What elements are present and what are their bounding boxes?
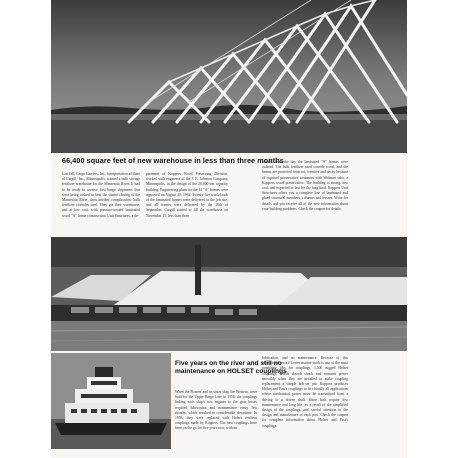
article-body-column: When the Pioneer and its sister ship, the Western, were built for the Upper Barge Line in 1958, the couplings linking each ship's two engines to the gear boxes required lubrication and maintenance every few months, which resulted in considerable downtime. In 1958, they were replaced with Holset resilient couplings made by Koppers. The new couplings have been on the go for five years now, with no xyxy=(175,390,257,431)
article-body-column: months from the day the laminated "A" frames were ordered. The bulk fertilizer used corrode wood, and the beams are protected from rot, termites and decay because of cuprinol preservative treatment with Wolman salts, a Koppers wood preservative. The building is strong, low cost, and expected to last for the long haul. Koppers Unit Structures offers you a complete line of laminated and glued structural members, columns and trusses. Write for details and you receive all of the new information about your building problems. Check the coupon for details. xyxy=(262,160,348,211)
article-body-column: lubrication, and no maintenance. Because of this exceptional record Lower marine work is one of the most punishing jobs for couplings, 1,500 rugged Holset couplings, which absorb shock and transmit power smoothly when they are installed to make coupling replacement a simple bolt-on job. Koppers produces Holset and Fast's couplings to fit virtually all applications where mechanical power must be transmitted from a driving to a driven shaft. Since both require low maintenance and long life, as a result of the simplified design of the couplings, and careful attention to the design and manufacture of each part. Check the coupon for complete information about Holset and Fast's couplings. xyxy=(262,356,348,428)
completed-warehouse-photo xyxy=(51,237,407,351)
article-headline-couplings: Five years on the river and still no maintenance on HOLSET couplings xyxy=(175,360,287,376)
article-headline-warehouse: 66,400 square feet of new warehouse in less than three months xyxy=(62,156,284,165)
towboat-photo xyxy=(51,353,171,449)
article-body-column: Last fall, Cargo Carriers, Inc., transportation affiliate of Cargill, Inc., Minneapolis, wanted a bulk storage fertilizer warehouse for the Minnesota River. It had to be ready to receive first barge shipments that were being rushed to beat the winter closing of the Minnesota River, then another complication: bulk fertilizer corrodes steel. They got their warehouse, and at low cost, with pressure-treated laminated wood "A" frame construction. Unit Structures, a de- xyxy=(62,172,140,218)
warehouse-frame-photo xyxy=(51,0,407,153)
article-body-column: partment of Koppers Wood Preserving Division, worked with engineers of the J. E. Johnson Company, Minneapolis, in the design of the 20,000-ton capacity building. Engineering plans for the 41 "A" frames were approved on August 20, 1962. Twenty-five truck-loads of the laminated frames were delivered to the job site, and all frames were delivered by the 20th of September. Cargill started to fill the warehouse on November 15, less than three xyxy=(146,172,228,218)
